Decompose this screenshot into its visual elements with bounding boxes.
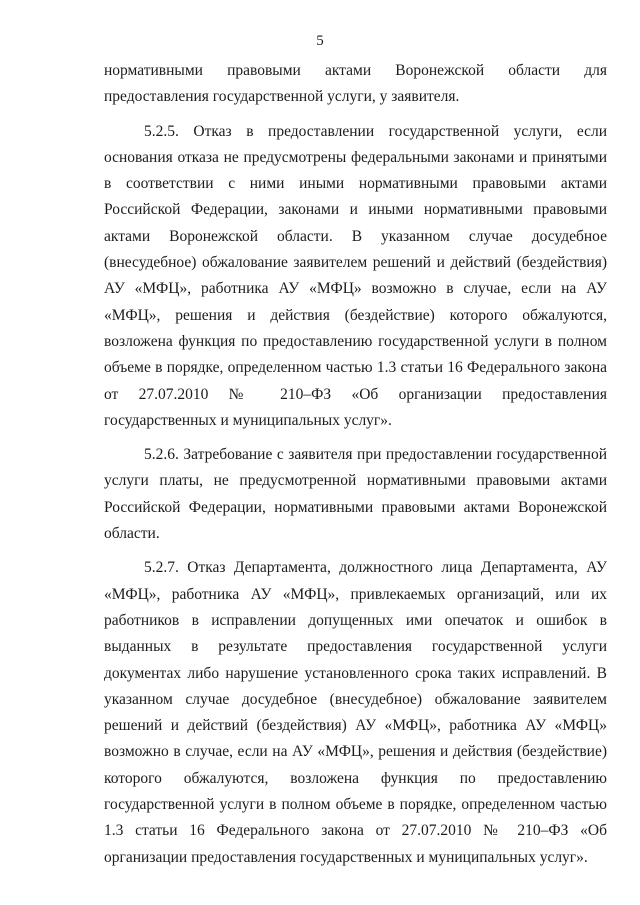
page-number: 5 <box>316 33 324 49</box>
paragraph-5-2-7: 5.2.7. Отказ Департамента, должностного лица Департамента, АУ «МФЦ», работника АУ «МФЦ», привлекаемых организаций, или их работников в исправлении допущенных ими опечаток и ошибок в выданных в результате предоставления государственной услуги документах либо нарушение установленного срока таких исправлений. В указанном случае досудебное (внесудебное) обжалование заявителем решений и действий (бездействия) АУ «МФЦ», работника АУ «МФЦ» возможно в случае, если на АУ «МФЦ», решения и действия (бездействие) которого обжалуются, возложена функция по предоставлению государственной услуги в полном объеме в порядке, определенном частью 1.3 статьи 16 Федерального закона от 27.07.2010 № 210–ФЗ «Об организации предоставления государственных и муниципальных услуг». <box>104 559 607 866</box>
paragraph-5-2-6: 5.2.6. Затребование с заявителя при предоставлении государственной услуги платы, не предусмотренной нормативными правовыми актами Российской Федерации, нормативными правовыми актами Воронежской области. <box>104 446 607 543</box>
paragraph-continuation: нормативными правовыми актами Воронежской области для предоставления государственной услуги, у заявителя. <box>104 62 607 106</box>
paragraph-5-2-5: 5.2.5. Отказ в предоставлении государственной услуги, если основания отказа не предусмотрены федеральными законами и принятыми в соответствии с ними иными нормативными правовыми актами Российской Федерации, законами и иными нормативными правовыми актами Воронежской области. В указанном случае досудебное (внесудебное) обжалование заявителем решений и действий (бездействия) АУ «МФЦ», работника АУ «МФЦ» возможно в случае, если на АУ «МФЦ», решения и действия (бездействие) которого обжалуются, возложена функция по предоставлению государственной услуги в полном объеме в порядке, определенном частью 1.3 статьи 16 Федерального закона от 27.07.2010 № 210–ФЗ «Об организации предоставления государственных и муниципальных услуг». <box>104 122 607 429</box>
document-body <box>104 58 607 879</box>
